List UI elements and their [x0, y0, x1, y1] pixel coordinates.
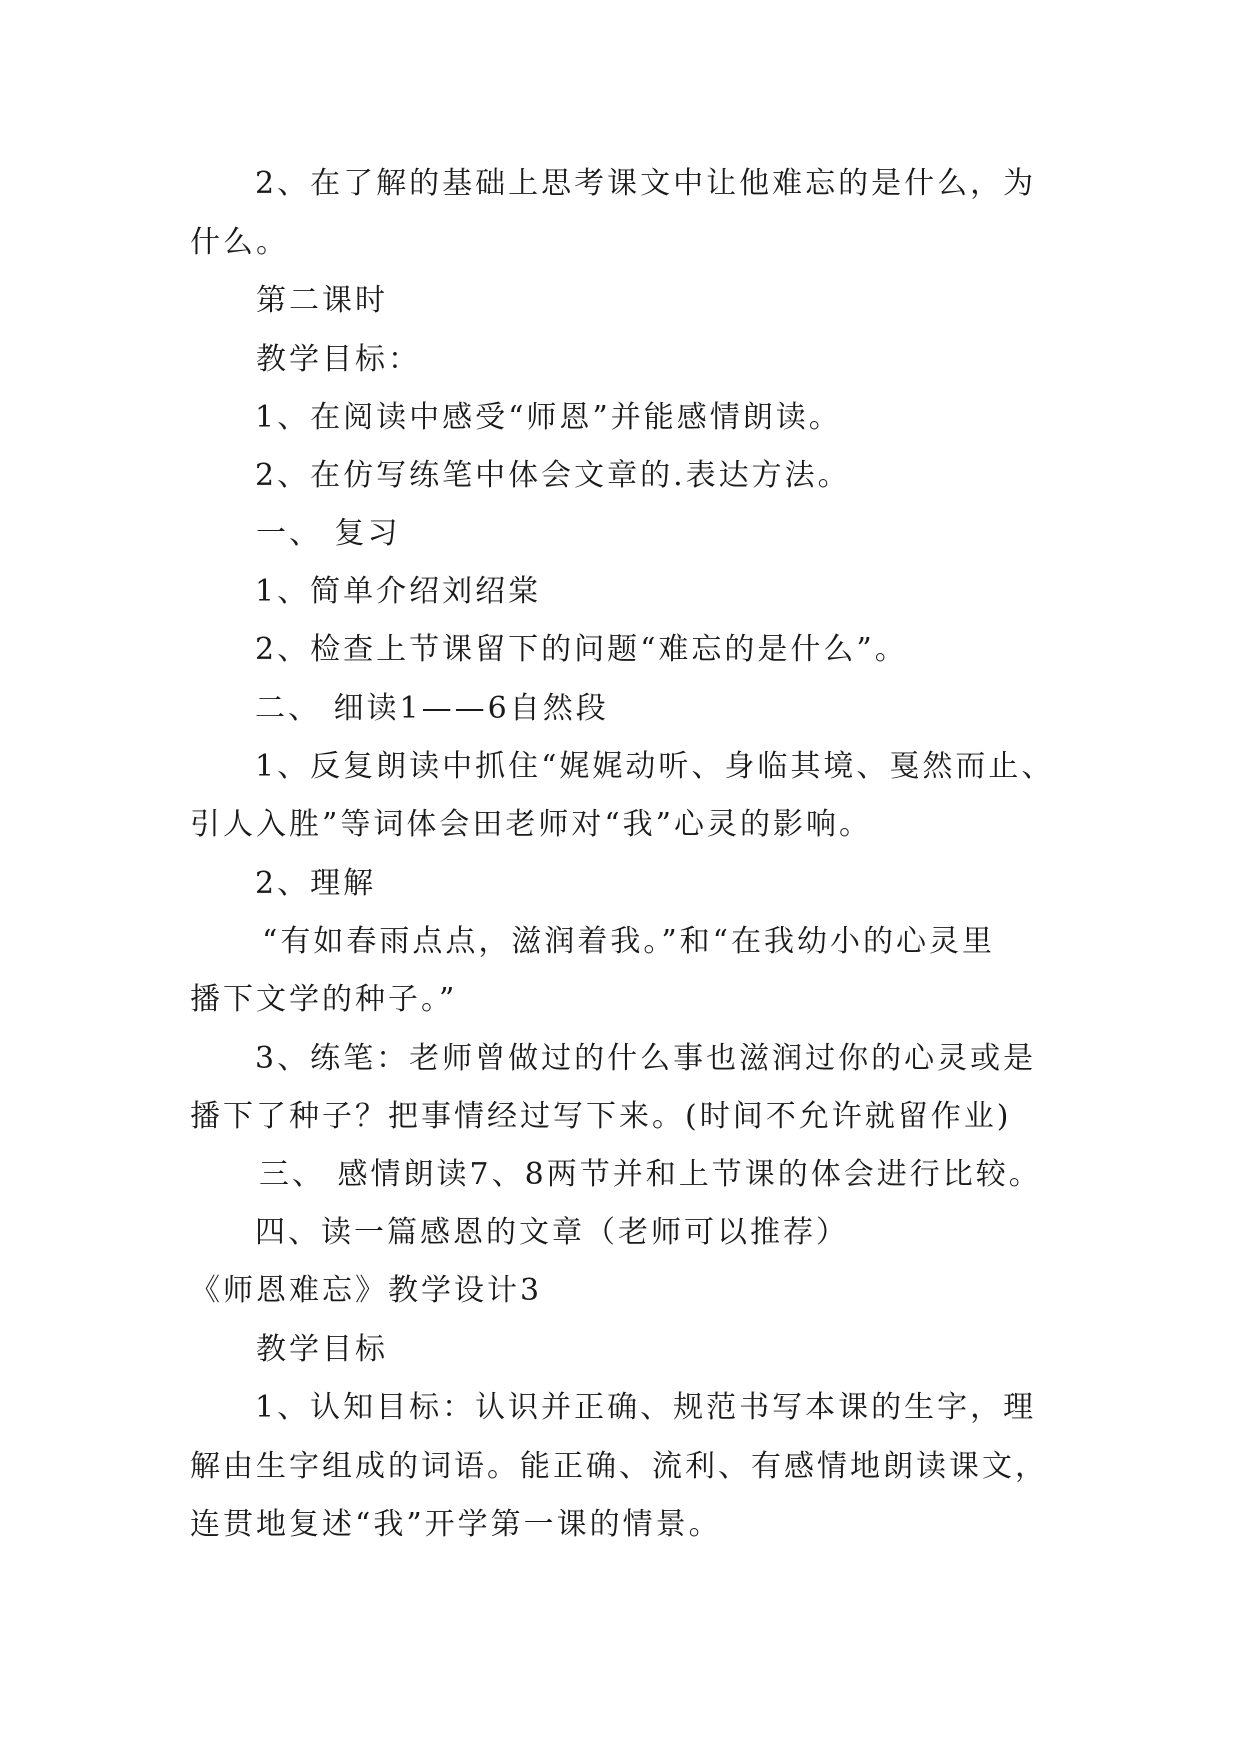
text-line: 1、在阅读中感受“师恩”并能感情朗读。 [255, 400, 842, 435]
text-line: 2、理解 [255, 866, 377, 901]
document-title: 《师恩难忘》教学设计3 [190, 1273, 543, 1308]
text-line: 引人入胜”等词体会田老师对“我”心灵的影响。 [190, 807, 873, 842]
text-line: 1、简单介绍刘绍棠 [255, 574, 542, 609]
text-line: 1、认知目标：认识并正确、规范书写本课的生字，理 [255, 1390, 1037, 1425]
text-line: 播下了种子？把事情经过写下来。(时间不允许就留作业) [190, 1099, 1012, 1134]
section-heading: 三、 感情朗读7、8两节并和上节课的体会进行比较。 [259, 1157, 1042, 1192]
text-line: 2、检查上节课留下的问题“难忘的是什么”。 [255, 632, 908, 667]
text-line: 2、在了解的基础上思考课文中让他难忘的是什么，为 [255, 166, 1037, 201]
text-line: “有如春雨点点，滋润着我。”和“在我幼小的心灵里 [262, 924, 996, 959]
section-heading: 二、 细读1——6自然段 [255, 691, 609, 726]
section-heading: 教学目标： [256, 342, 421, 377]
section-heading: 四、读一篇感恩的文章（老师可以推荐） [255, 1215, 849, 1250]
text-line: 3、练笔：老师曾做过的什么事也滋润过你的心灵或是 [255, 1041, 1037, 1076]
text-line: 连贯地复述“我”开学第一课的情景。 [190, 1507, 722, 1542]
section-heading: 一、 复习 [256, 516, 401, 551]
text-line: 播下文学的种子。” [190, 982, 458, 1017]
section-heading: 第二课时 [256, 283, 388, 318]
text-line: 1、反复朗读中抓住“娓娓动听、身临其境、戛然而止、 [255, 749, 1055, 784]
text-line: 解由生字组成的词语。能正确、流利、有感情地朗读课文， [190, 1449, 1048, 1484]
text-line: 2、在仿写练笔中体会文章的.表达方法。 [255, 458, 851, 493]
section-heading: 教学目标 [256, 1332, 388, 1367]
text-line: 什么。 [190, 225, 289, 260]
